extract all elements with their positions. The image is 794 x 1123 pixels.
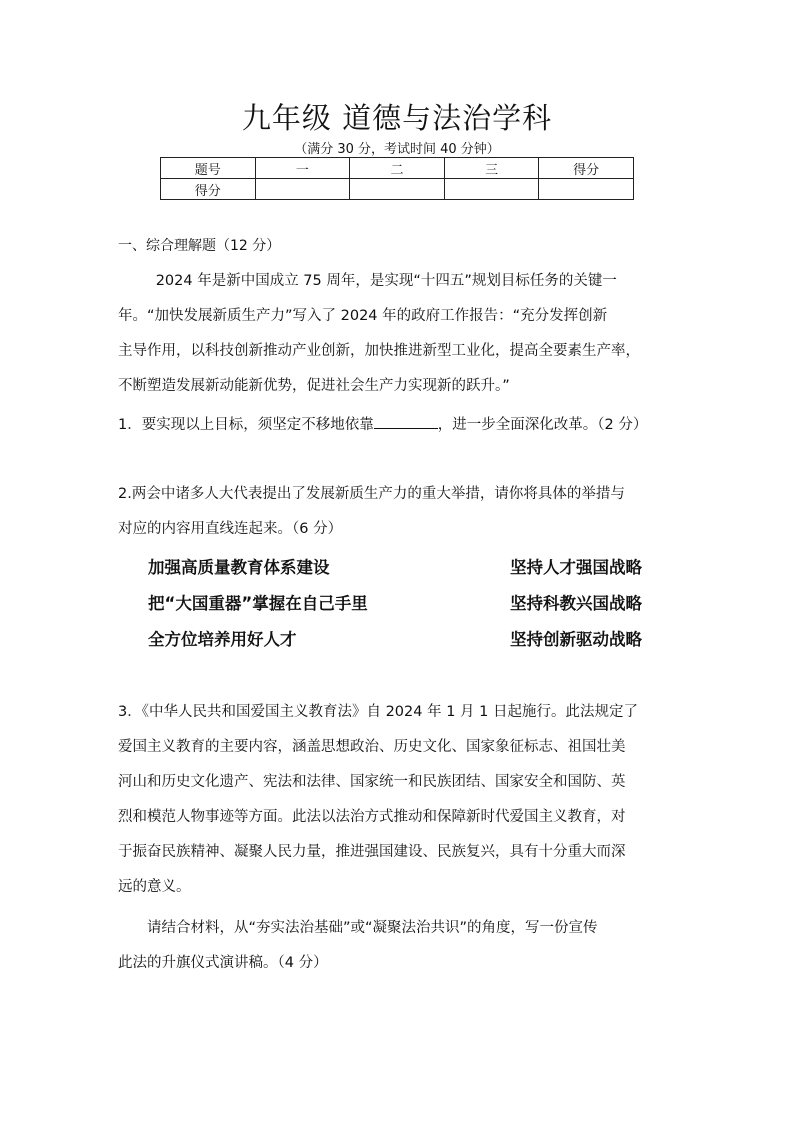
score-table bbox=[160, 157, 634, 200]
question-3-task-line: 请结合材料，从“夯实法治基础”或“凝聚法治共识”的角度，写一份宣传 bbox=[147, 920, 598, 936]
score-table-row-label: 得分 bbox=[161, 179, 256, 200]
question-3 bbox=[118, 695, 688, 905]
section-heading: 一、综合理解题（12 分） bbox=[118, 238, 281, 254]
score-table-header-row bbox=[161, 158, 634, 179]
question-2 bbox=[118, 477, 688, 547]
match-left-item[interactable]: 把“大国重器”掌握在自己手里 bbox=[148, 594, 368, 613]
match-right-column bbox=[510, 550, 642, 658]
match-left-item[interactable]: 加强高质量教育体系建设 bbox=[148, 558, 330, 577]
material-line: 2024 年是新中国成立 75 周年，是实现“十四五”规划目标任务的关键一 bbox=[155, 273, 617, 289]
question-1-text-after: ，进一步全面深化改革。（2 分） bbox=[437, 417, 648, 433]
match-right-item[interactable]: 坚持科教兴国战略 bbox=[510, 594, 642, 613]
score-cell-total[interactable] bbox=[539, 179, 634, 200]
match-left-column bbox=[148, 550, 368, 658]
answer-blank[interactable] bbox=[374, 414, 438, 429]
question-3-task-line: 此法的升旗仪式演讲稿。（4 分） bbox=[118, 955, 328, 971]
material-paragraph bbox=[118, 264, 688, 404]
question-3-task bbox=[118, 911, 688, 981]
question-3-line: 烈和模范人物事迹等方面。此法以法治方式推动和保障新时代爱国主义教育，对 bbox=[118, 809, 626, 825]
question-2-line: 2.两会中诸多人大代表提出了发展新质生产力的重大举措，请你将具体的举措与 bbox=[118, 486, 625, 502]
page-title: 九年级 道德与法治学科 bbox=[241, 101, 553, 135]
score-table-header-cell: 题号 bbox=[161, 158, 256, 179]
page-subtitle: （满分 30 分，考试时间 40 分钟） bbox=[294, 142, 500, 157]
score-cell-2[interactable] bbox=[350, 179, 445, 200]
material-line: 主导作用，以科技创新推动产业创新，加快推进新型工业化，提高全要素生产率， bbox=[118, 343, 640, 359]
question-3-line: 爱国主义教育的主要内容，涵盖思想政治、历史文化、国家象征标志、祖国壮美 bbox=[118, 739, 626, 755]
score-cell-1[interactable] bbox=[255, 179, 350, 200]
score-cell-3[interactable] bbox=[444, 179, 539, 200]
material-line: 不断塑造发展新动能新优势，促进社会生产力实现新的跃升。” bbox=[118, 378, 510, 394]
question-3-line: 3．《中华人民共和国爱国主义教育法》自 2024 年 1 月 1 日起施行。此法规定了 bbox=[118, 704, 638, 720]
question-3-line: 河山和历史文化遗产、宪法和法律、国家统一和民族团结、国家安全和国防、英 bbox=[118, 774, 626, 790]
match-right-item[interactable]: 坚持人才强国战略 bbox=[510, 558, 642, 577]
question-1-text-before: 1．要实现以上目标，须坚定不移地依靠 bbox=[118, 417, 374, 433]
question-3-line: 于振奋民族精神、凝聚人民力量，推进强国建设、民族复兴，具有十分重大而深 bbox=[118, 844, 626, 860]
score-table-header-cell: 一 bbox=[255, 158, 350, 179]
question-2-line: 对应的内容用直线连起来。（6 分） bbox=[118, 521, 343, 537]
score-table-header-cell: 二 bbox=[350, 158, 445, 179]
match-right-item[interactable]: 坚持创新驱动战略 bbox=[510, 630, 642, 649]
score-table-score-row bbox=[161, 179, 634, 200]
question-1 bbox=[118, 408, 647, 443]
match-left-item[interactable]: 全方位培养用好人才 bbox=[148, 630, 297, 649]
score-table-header-cell: 三 bbox=[444, 158, 539, 179]
material-line: 年。“加快发展新质生产力”写入了 2024 年的政府工作报告：“充分发挥创新 bbox=[118, 308, 608, 324]
question-3-line: 远的意义。 bbox=[118, 879, 191, 895]
score-table-header-cell: 得分 bbox=[539, 158, 634, 179]
